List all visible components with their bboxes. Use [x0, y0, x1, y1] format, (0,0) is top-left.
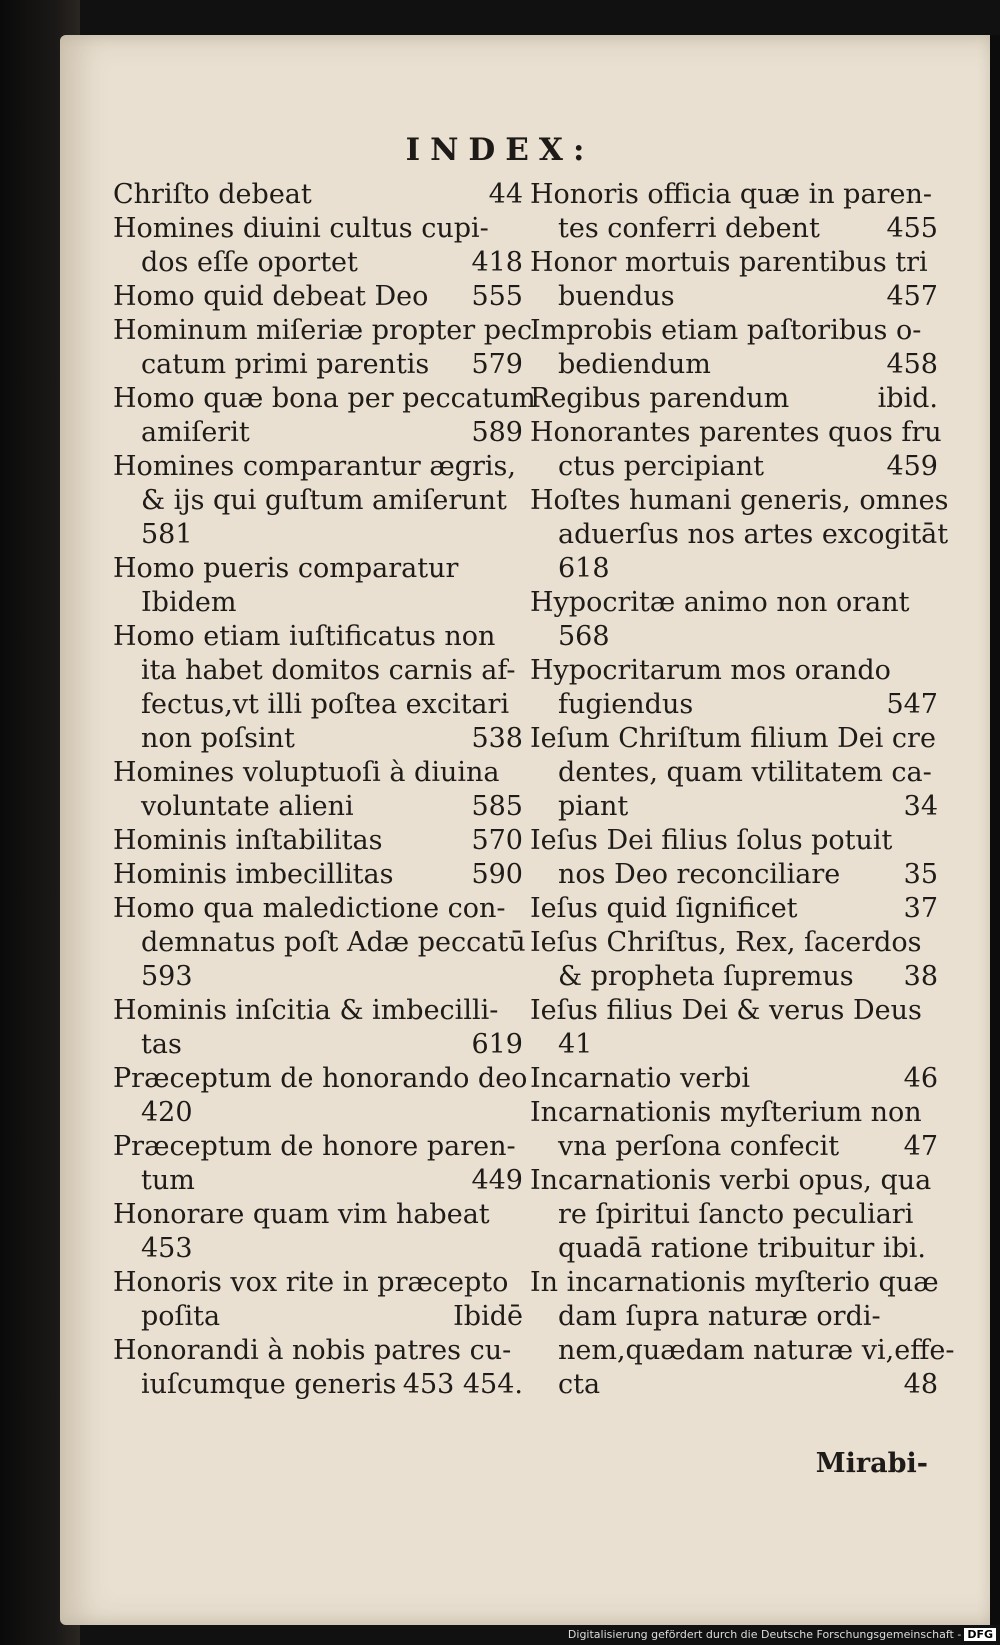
entry-line: Homines comparantur ægris, — [113, 451, 516, 482]
entry-line: catum primi parentis — [141, 349, 430, 380]
entry-line: Homo quid debeat Deo — [113, 281, 429, 312]
index-entry — [113, 1334, 523, 1402]
index-entry — [113, 314, 533, 382]
entry-line: Honorare quam vim habeat — [113, 1199, 490, 1230]
entry-line: Ibidem — [141, 587, 237, 618]
index-entry — [113, 1130, 523, 1198]
entry-line: 593 — [141, 961, 193, 992]
index-entry — [113, 620, 523, 756]
page-number: 418 — [471, 247, 523, 278]
index-entry — [530, 484, 949, 586]
page-number: 457 — [886, 281, 938, 312]
entry-line: Ieſus Dei filius ſolus potuit — [530, 825, 893, 856]
page-number: 455 — [886, 213, 938, 244]
entry-line: poſita — [141, 1301, 221, 1332]
index-entry — [113, 756, 523, 824]
entry-line: bediendum — [558, 349, 711, 380]
entry-line: Homo quæ bona per peccatum — [113, 383, 536, 414]
index-column-right — [530, 178, 955, 1402]
entry-line: nos Deo reconciliare — [558, 859, 841, 890]
index-entry — [530, 1164, 938, 1266]
entry-line: aduerſus nos artes excogitāt — [558, 519, 949, 550]
entry-line: 581 — [141, 519, 193, 550]
page-number: 37 — [903, 893, 938, 924]
page-number: 458 — [886, 349, 938, 380]
page-number: 585 — [471, 791, 523, 822]
entry-line: Præceptum de honore paren- — [113, 1131, 516, 1162]
index-entry — [530, 994, 938, 1062]
index-entry — [530, 1062, 938, 1096]
index-entry — [113, 824, 523, 858]
page-number: 46 — [903, 1063, 938, 1094]
entry-line: Honorandi à nobis patres cu- — [113, 1335, 512, 1366]
entry-line: Hominis inſcitia & imbecilli- — [113, 995, 499, 1026]
entry-line: Honorantes parentes quos fru — [530, 417, 942, 448]
entry-line: Incarnationis verbi opus, qua — [530, 1165, 932, 1196]
entry-line: Hypocritarum mos orando — [530, 655, 891, 686]
entry-line: Ieſum Chriſtum filium Dei cre — [530, 723, 936, 754]
entry-line: non poſsint — [141, 723, 295, 754]
entry-line: dentes, quam vtilitatem ca- — [558, 757, 932, 788]
index-entry — [113, 1062, 528, 1130]
entry-line: 568 — [558, 621, 610, 652]
footer-text: Digitalisierung gefördert durch die Deutsche Forschungsgemeinschaft - — [567, 1628, 962, 1641]
entry-line: Ieſus quid ſignificet — [530, 893, 798, 924]
page-number: 589 — [471, 417, 523, 448]
entry-line: 453 — [141, 1233, 193, 1264]
entry-line: Hominis imbecillitas — [113, 859, 394, 890]
entry-line: & propheta ſupremus — [558, 961, 854, 992]
index-entry — [113, 1198, 523, 1266]
entry-line: Præceptum de honorando deo — [113, 1063, 528, 1094]
index-entry — [530, 824, 938, 892]
entry-line: Honoris vox rite in præcepto — [113, 1267, 509, 1298]
page-number: 590 — [471, 859, 523, 890]
entry-line: Regibus parendum — [530, 383, 790, 414]
entry-line: quadā ratione tribuitur ibi. — [558, 1233, 926, 1264]
index-entry — [113, 178, 523, 212]
index-entry — [113, 892, 526, 994]
page-number: 34 — [903, 791, 938, 822]
entry-line: Homines voluptuoſi à diuina — [113, 757, 500, 788]
entry-line: dam ſupra naturæ ordi- — [558, 1301, 881, 1332]
entry-line: demnatus poſt Adæ peccatū — [141, 927, 526, 958]
entry-line: Ieſus filius Dei & verus Deus — [530, 995, 922, 1026]
entry-line: amiſerit — [141, 417, 250, 448]
page-number: ibid. — [877, 383, 938, 414]
entry-line: 420 — [141, 1097, 193, 1128]
entry-line: In incarnationis myſterio quæ — [530, 1267, 939, 1298]
entry-line: tes conferri debent — [558, 213, 820, 244]
index-entry — [530, 314, 938, 382]
entry-line: cta — [558, 1369, 601, 1400]
entry-line: Incarnatio verbi — [530, 1063, 751, 1094]
entry-line: voluntate alieni — [141, 791, 354, 822]
page-number: 570 — [471, 825, 523, 856]
entry-line: Hypocritæ animo non orant — [530, 587, 910, 618]
index-entry — [113, 552, 523, 620]
entry-line: iuſcumque generis — [141, 1369, 397, 1400]
index-entry — [530, 178, 938, 246]
entry-line: Homo qua maledictione con- — [113, 893, 506, 924]
entry-line: tum — [141, 1165, 195, 1196]
page-number: 579 — [471, 349, 523, 380]
entry-line: Hoſtes humani generis, omnes — [530, 485, 949, 516]
page-number: 38 — [903, 961, 938, 992]
index-entry — [113, 994, 523, 1062]
page-number: 453 454. — [402, 1369, 523, 1400]
entry-line: ita habet domitos carnis af- — [141, 655, 516, 686]
page-number: 547 — [886, 689, 938, 720]
entry-line: 41 — [558, 1029, 593, 1060]
index-entry — [113, 382, 536, 450]
page-number: 619 — [471, 1029, 523, 1060]
entry-line: re ſpiritui ſancto peculiari — [558, 1199, 914, 1230]
entry-line: Hominis inſtabilitas — [113, 825, 383, 856]
entry-line: Chriſto debeat — [113, 179, 312, 210]
entry-line: Homo etiam iuſtificatus non — [113, 621, 496, 652]
page-header: INDEX: — [405, 132, 595, 168]
index-entry — [530, 926, 938, 994]
entry-line: ctus percipiant — [558, 451, 764, 482]
entry-line: Incarnationis myſterium non — [530, 1097, 922, 1128]
index-entry — [530, 246, 938, 314]
entry-line: dos eſſe oportet — [141, 247, 358, 278]
index-entry — [530, 654, 938, 722]
entry-line: fugiendus — [558, 689, 694, 720]
page-edge-shadow — [990, 35, 1000, 1625]
index-entry — [113, 280, 523, 314]
page-number: 44 — [488, 179, 523, 210]
index-entry — [113, 1266, 523, 1334]
index-entry — [113, 858, 523, 892]
entry-line: Honor mortuis parentibus tri — [530, 247, 928, 278]
index-entry — [530, 586, 938, 654]
entry-line: Ieſus Chriſtus, Rex, ſacerdos — [530, 927, 922, 958]
index-entry — [530, 722, 938, 824]
index-entry — [530, 1096, 938, 1164]
catchword: Mirabi- — [815, 1448, 928, 1479]
index-entry — [113, 450, 523, 552]
entry-line: Hominum miſeriæ propter pec — [113, 315, 533, 346]
dfg-logo: DFG — [964, 1628, 996, 1641]
entry-line: fectus,vt illi poſtea excitari — [141, 689, 510, 720]
index-entry — [530, 892, 938, 926]
entry-line: Homo pueris comparatur — [113, 553, 459, 584]
index-column-left — [113, 178, 536, 1402]
entry-line: vna perſona confecit — [558, 1131, 840, 1162]
entry-line: Honoris officia quæ in paren- — [530, 179, 932, 210]
digitization-footer — [568, 1628, 996, 1641]
index-entry — [530, 416, 942, 484]
page-number: 35 — [903, 859, 938, 890]
entry-line: tas — [141, 1029, 182, 1060]
index-entry — [530, 1266, 955, 1402]
index-entry — [113, 212, 523, 280]
entry-line: piant — [558, 791, 629, 822]
entry-line: nem,quædam naturæ vi,effe- — [558, 1335, 955, 1366]
page-number: 555 — [471, 281, 523, 312]
index-entry — [530, 382, 938, 416]
entry-line: & ijs qui guſtum amiſerunt — [141, 485, 507, 516]
page-number: 47 — [903, 1131, 938, 1162]
entry-line: Homines diuini cultus cupi- — [113, 213, 489, 244]
page-number: 538 — [471, 723, 523, 754]
page-number: 459 — [886, 451, 938, 482]
page-number: Ibidē — [453, 1301, 523, 1332]
entry-line: Improbis etiam paſtoribus o- — [530, 315, 922, 346]
page-number: 48 — [903, 1369, 938, 1400]
page-number: 449 — [471, 1165, 523, 1196]
entry-line: 618 — [558, 553, 610, 584]
entry-line: buendus — [558, 281, 675, 312]
